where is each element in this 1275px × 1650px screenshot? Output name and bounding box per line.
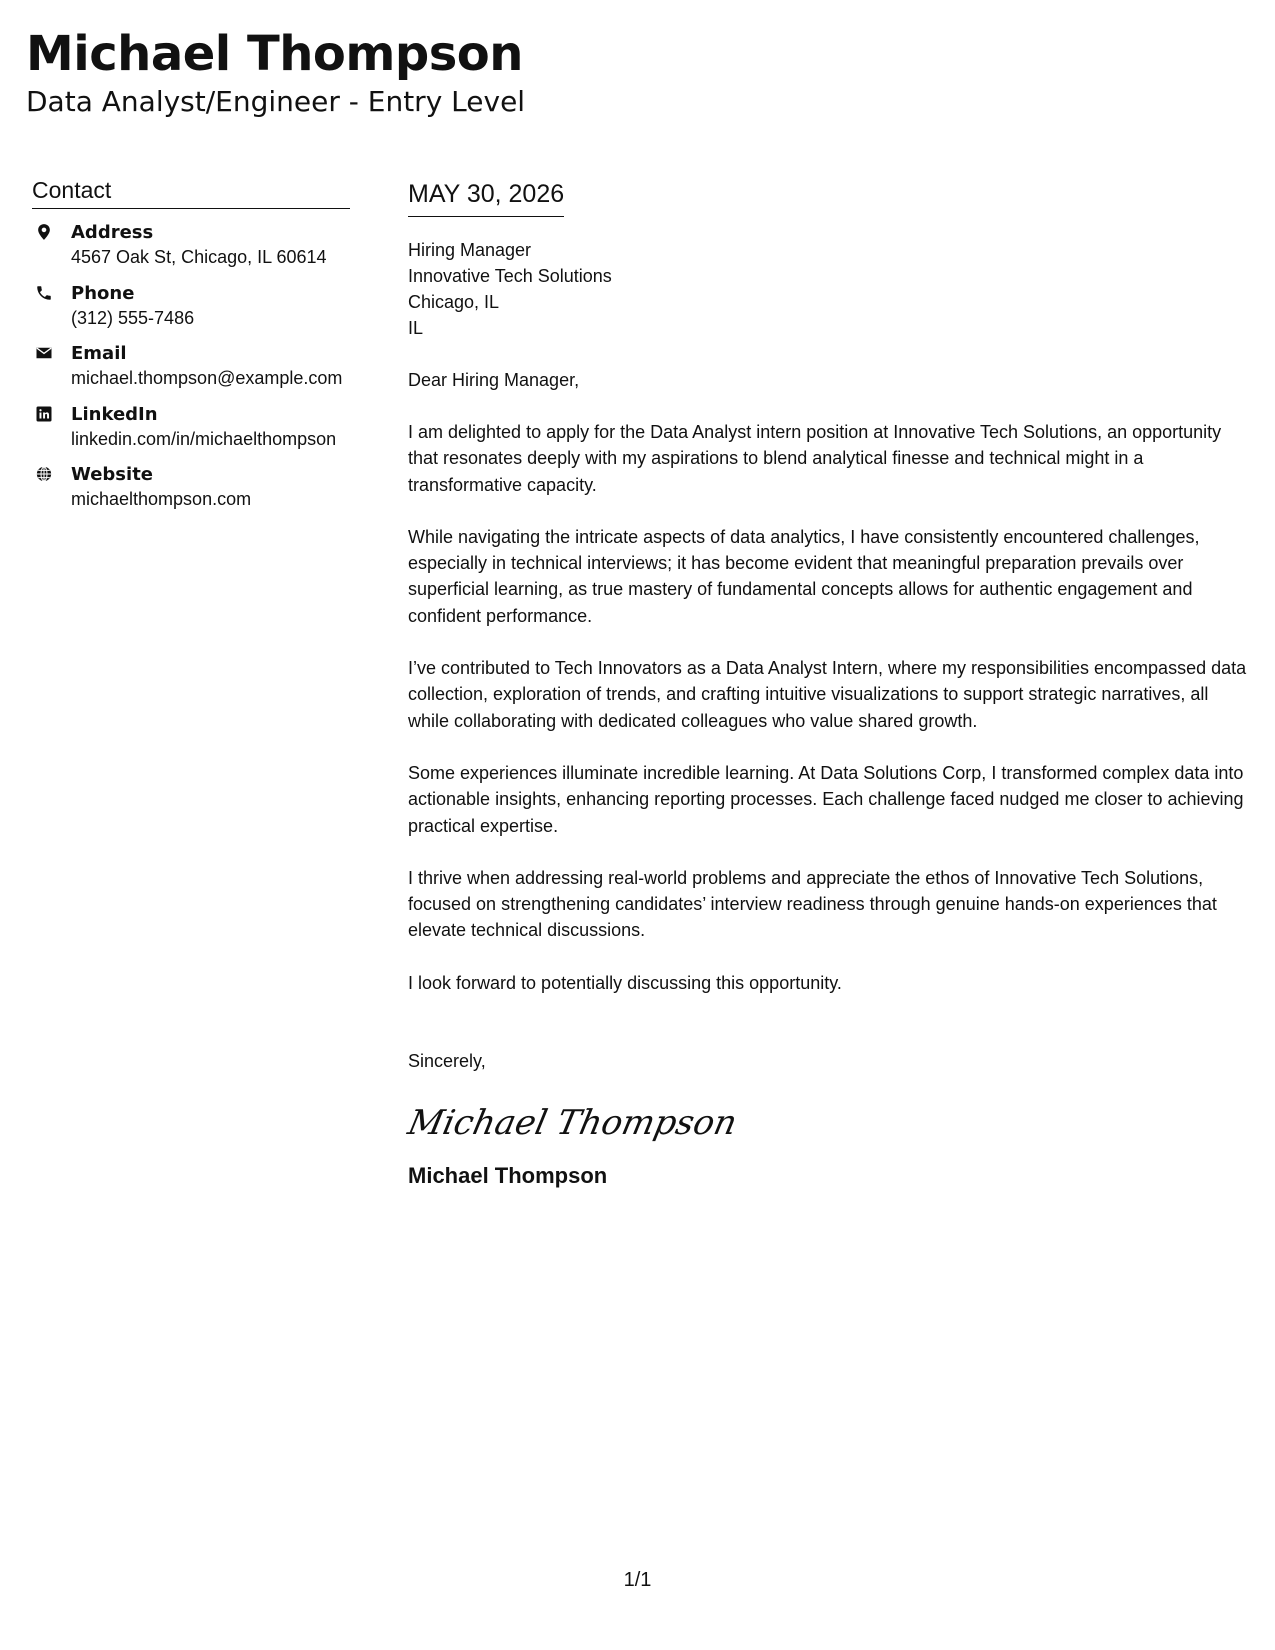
closing: Sincerely, [408, 1051, 486, 1072]
paragraph-5: I thrive when addressing real-world problems and appreciate the ethos of Innovative Tech Solutions, focused on strengthening candidates’ interview readiness through genuine hands-on experiences that elevate technical discussions. [408, 867, 1217, 941]
signer-name: Michael Thompson [408, 1163, 608, 1189]
phone-value: (312) 555-7486 [71, 307, 195, 328]
contact-label: Website [71, 464, 154, 485]
recipient-company: Innovative Tech Solutions [408, 266, 612, 286]
recipient-block [408, 237, 1250, 341]
contact-heading: Contact [32, 176, 350, 209]
website-value[interactable]: michaelthompson.com [71, 489, 252, 509]
contact-item-linkedin [32, 403, 350, 452]
contact-label: Phone [71, 282, 135, 304]
linkedin-value[interactable]: linkedin.com/in/michaelthompson [71, 428, 337, 449]
paragraph-1: I am delighted to apply for the Data Analyst intern position at Innovative Tech Solutions, an opportunity that resonates deeply with my aspirations to blend analytical finesse and technical might in a transformative capacity. [408, 422, 1222, 495]
contact-item-website [32, 463, 350, 512]
contact-item-email [32, 342, 350, 391]
contact-item-address [32, 221, 350, 270]
handwritten-signature [404, 1098, 741, 1148]
contact-list [32, 221, 350, 512]
globe-icon [35, 465, 53, 483]
email-value[interactable]: michael.thompson@example.com [71, 368, 343, 388]
contact-label: Email [71, 343, 127, 364]
contact-label: Address [71, 222, 154, 243]
signature-script: Michael Thompson [404, 1103, 741, 1143]
paragraph-4: Some experiences illuminate incredible learning. At Data Solutions Corp, I transformed complex data into actionable insights, enhancing reporting processes. Each challenge faced nudged me closer to achieving practical expertise. [408, 762, 1244, 836]
applicant-role: Data Analyst/Engineer - Entry Level [26, 85, 526, 118]
address-value: 4567 Oak St, Chicago, IL 60614 [71, 247, 327, 267]
contact-item-phone [32, 282, 350, 331]
recipient-city: Chicago, IL [408, 292, 500, 312]
contact-label: LinkedIn [71, 403, 158, 425]
letter-body [404, 178, 1250, 1190]
location-pin-icon [35, 223, 53, 241]
applicant-name: Michael Thompson [26, 26, 523, 82]
page-number: 1/1 [623, 1569, 652, 1591]
envelope-icon [35, 344, 53, 362]
page-header [26, 22, 525, 118]
linkedin-icon [35, 405, 53, 423]
paragraph-2: While navigating the intricate aspects of data analytics, I have consistently encountered challenges, especially in technical interviews; it has become evident that meaningful preparation prevails over superficial learning, as true mastery of fundamental concepts allows for authentic engagement and confident performance. [408, 526, 1200, 626]
phone-icon [35, 284, 53, 302]
contact-sidebar [32, 176, 350, 524]
letter-date: MAY 30, 2026 [408, 178, 564, 217]
greeting: Dear Hiring Manager, [408, 370, 580, 390]
recipient-state: IL [408, 318, 424, 338]
paragraph-3: I’ve contributed to Tech Innovators as a Data Analyst Intern, where my responsibilities encompassed data collection, exploration of trends, and crafting intuitive visualizations to support strategic narratives, all while collaborating with dedicated colleagues who value shared growth. [408, 658, 1247, 731]
paragraph-6: I look forward to potentially discussing this opportunity. [408, 972, 842, 993]
recipient-title: Hiring Manager [408, 240, 532, 260]
